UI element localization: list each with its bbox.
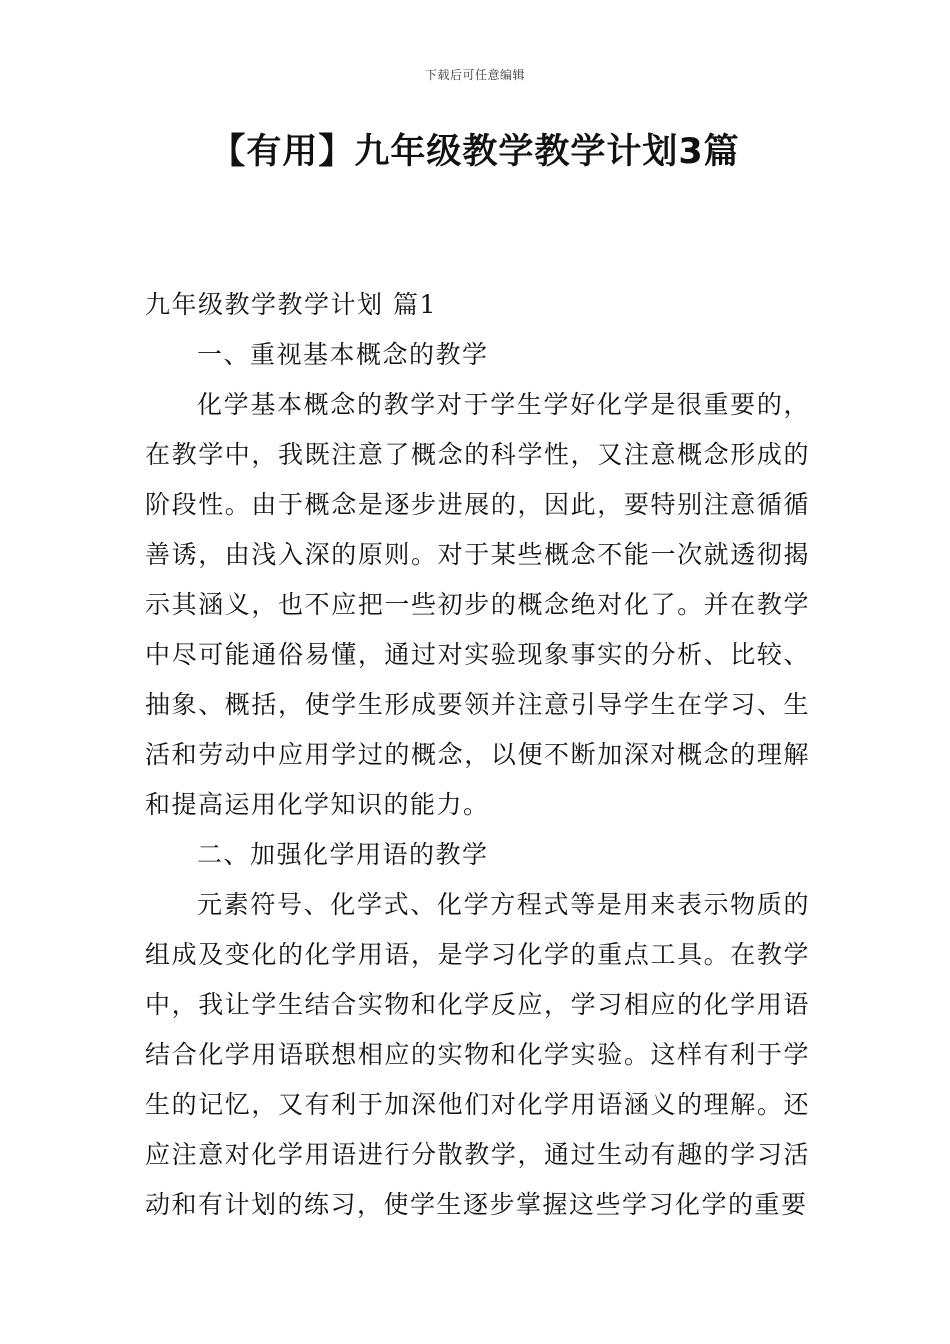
paragraph-concepts: 化学基本概念的教学对于学生学好化学是很重要的，在教学中，我既注意了概念的科学性，又注意概念形成的阶段性。由于概念是逐步进展的，因此，要特别注意循循善诱，由浅入深的原则。对于某些概念不能一次就透彻揭示其涵义，也不应把一些初步的概念绝对化了。并在教学中尽可能通俗易懂，通过对实验现象事实的分析、比较、抽象、概括，使学生形成要领并注意引导学生在学习、生活和劳动中应用学过的概念，以便不断加深对概念的理解和提高运用化学知识的能力。 — [145, 390, 810, 819]
section-title: 九年级教学教学计划 篇1 — [145, 290, 437, 319]
header-note: 下载后可任意编辑 — [424, 68, 525, 82]
document-body — [145, 280, 810, 1230]
paragraph-chemical-terms: 元素符号、化学式、化学方程式等是用来表示物质的组成及变化的化学用语，是学习化学的重点工具。在教学中，我让学生结合实物和化学反应，学习相应的化学用语结合化学用语联想相应的实物和化学实验。这样有利于学生的记忆，又有利于加深他们对化学用语涵义的理解。还应注意对化学用语进行分散教学，通过生动有趣的学习活动和有计划的练习，使学生逐步掌握这些学习化学的重要 — [145, 890, 810, 1219]
heading-concepts: 一、重视基本概念的教学 — [197, 340, 489, 369]
heading-chemical-terms: 二、加强化学用语的教学 — [197, 840, 489, 869]
document-title: 【有用】九年级教学教学计划3篇 — [210, 132, 740, 172]
